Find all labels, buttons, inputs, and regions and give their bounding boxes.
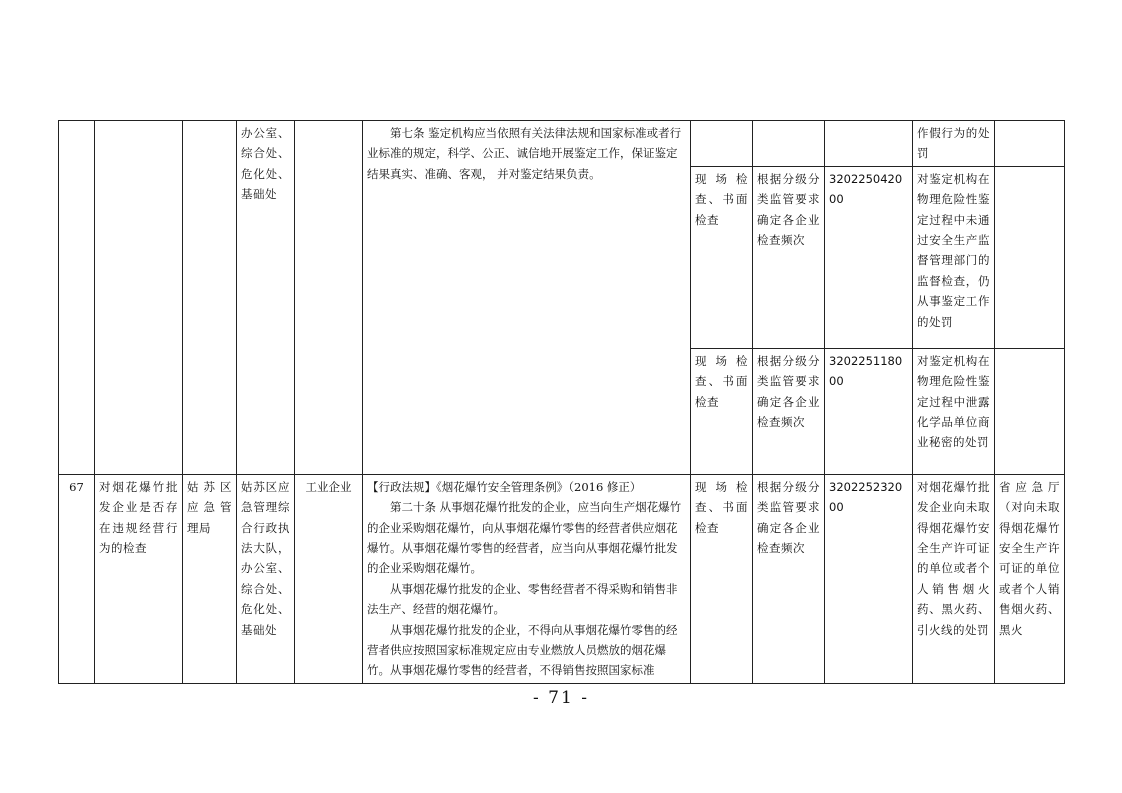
- method-cell: 现场检查、书面检查: [691, 166, 753, 348]
- code-cell: 320225232000: [825, 474, 913, 683]
- legal-heading: 【行政法规】《烟花爆竹安全管理条例》（2016 修正）: [367, 479, 642, 494]
- number-cell: 67: [59, 474, 95, 683]
- code-cell: 320225042000: [825, 166, 913, 348]
- frequency-cell: 根据分级分类监管要求确定各企业检查频次: [753, 166, 825, 348]
- department-cell: 姑苏区应急管理综合行政执法大队，办公室、综合处、危化处、基础处: [237, 474, 295, 683]
- table-row: [59, 474, 1065, 683]
- frequency-cell: [753, 121, 825, 167]
- page-number: - 71 -: [533, 688, 589, 708]
- penalty-cell: 对鉴定机构在物理危险性鉴定过程中未通过安全生产监督管理部门的监督检查，仍从事鉴定工作的处罚: [913, 166, 995, 348]
- method-cell: [691, 121, 753, 167]
- object-cell: [295, 121, 363, 475]
- remark-cell: [995, 166, 1065, 348]
- frequency-cell: 根据分级分类监管要求确定各企业检查频次: [753, 348, 825, 474]
- code-cell: [825, 121, 913, 167]
- method-cell: 现场检查、书面检查: [691, 474, 753, 683]
- frequency-cell: 根据分级分类监管要求确定各企业检查频次: [753, 474, 825, 683]
- subject-cell: [183, 121, 237, 475]
- department-cell: 办公室、综合处、危化处、基础处: [237, 121, 295, 475]
- subject-cell: 姑苏区应急管理局: [183, 474, 237, 683]
- legal-basis-cell: [363, 474, 691, 683]
- remark-cell: 省应急厅（对向未取得烟花爆竹安全生产许可证的单位或者个人销售烟火药、黑火: [995, 474, 1065, 683]
- penalty-cell: 对烟花爆竹批发企业向未取得烟花爆竹安全生产许可证的单位或者个人销售烟火药、黑火药、引火线的处罚: [913, 474, 995, 683]
- number-cell: [59, 121, 95, 475]
- legal-paragraph: 从事烟花爆竹批发的企业、零售经营者不得采购和销售非法生产、经营的烟花爆竹。: [367, 581, 678, 617]
- method-cell: 现场检查、书面检查: [691, 348, 753, 474]
- legal-paragraph: 从事烟花爆竹批发的企业，不得向从事烟花爆竹零售的经营者供应按照国家标准规定应由专业燃放人员燃放的烟花爆竹。从事烟花爆竹零售的经营者，不得销售按照国家标准: [367, 622, 678, 678]
- legal-basis-cell: [363, 121, 691, 475]
- code-cell: 320225118000: [825, 348, 913, 474]
- item-cell: [95, 121, 183, 475]
- enforcement-table: [58, 120, 1065, 684]
- remark-cell: [995, 121, 1065, 167]
- legal-paragraph: 第二十条 从事烟花爆竹批发的企业，应当向生产烟花爆竹的企业采购烟花爆竹，向从事烟花爆竹零售的经营者供应烟花爆竹。从事烟花爆竹零售的经营者，应当向从事烟花爆竹批发的企业采购烟花爆竹。: [367, 500, 682, 576]
- remark-cell: [995, 348, 1065, 474]
- legal-paragraph: 第七条 鉴定机构应当依照有关法律法规和国家标准或者行业标准的规定，科学、公正、诚信地开展鉴定工作，保证鉴定结果真实、准确、客观， 并对鉴定结果负责。: [367, 126, 682, 181]
- object-cell: 工业企业: [295, 474, 363, 683]
- penalty-cell: 对鉴定机构在物理危险性鉴定过程中泄露化学品单位商业秘密的处罚: [913, 348, 995, 474]
- item-cell: 对烟花爆竹批发企业是否存在违规经营行为的检查: [95, 474, 183, 683]
- table-row: [59, 121, 1065, 167]
- penalty-cell: 作假行为的处罚: [913, 121, 995, 167]
